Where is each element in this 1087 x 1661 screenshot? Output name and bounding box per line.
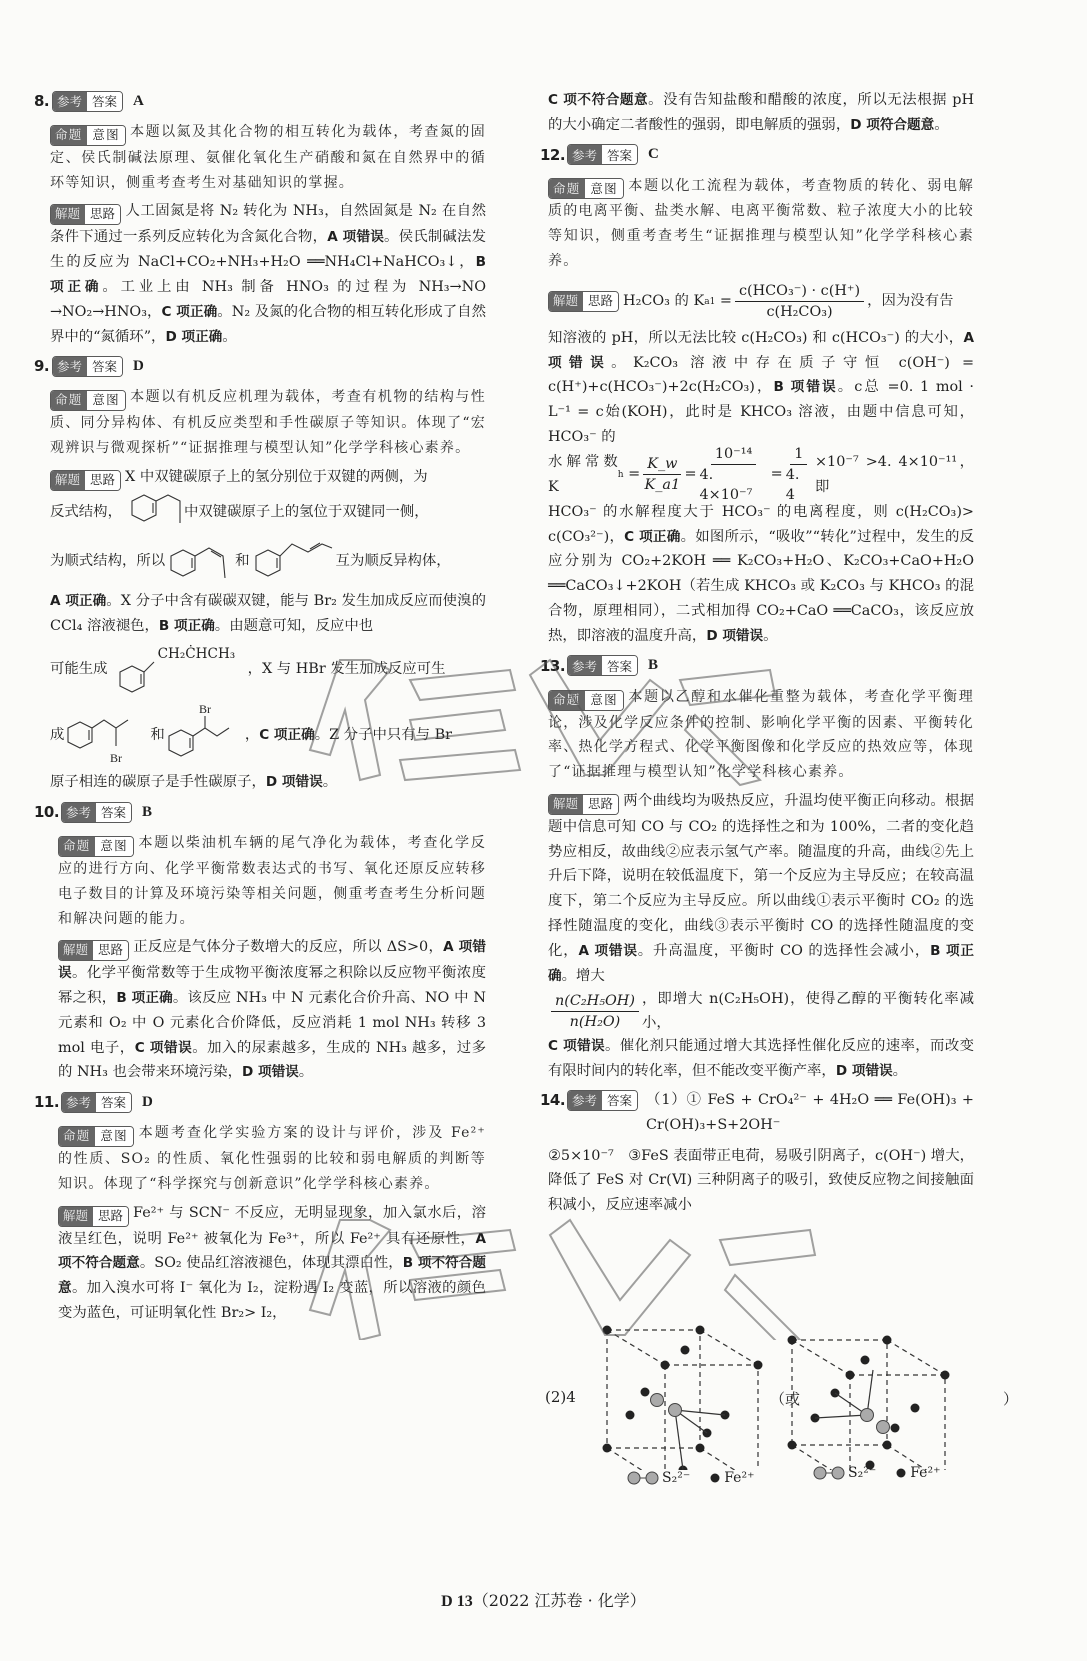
question-number: 14. — [540, 1090, 566, 1109]
1-bromo-product-structure-icon — [165, 702, 245, 768]
cis-isomer-structure-icon — [165, 540, 235, 584]
question-number: 13. — [540, 656, 566, 675]
intent-paragraph: 命题 意图 本题考查化学实验方案的设计与评价，涉及 Fe²⁺ 的性质、SO₂ 的性质、氧化性强弱的比较和弱电解质的判断等知识。体现了“科学探究与创新意识”化学学科核心素养。 — [58, 1125, 486, 1192]
fe-ion-legend-icon — [896, 1468, 906, 1478]
question-number: 12. — [540, 145, 566, 164]
ethanol-water-ratio-fraction: $\frac{\text{n(C₂H₅OH)}}{\text{n(H₂O)}}$ — [551, 991, 639, 1032]
left-column — [34, 88, 486, 1326]
page-footer — [0, 1588, 1087, 1611]
approach-paragraph-part1: 解题 思路 Fe²⁺ 与 SCN⁻ 不反应，无明显现象，加入氯水后，溶液呈红色，说明 Fe²⁺ 被氧化为 Fe³⁺，所以 Fe²⁺ 具有还原性，A 项不符合题意。SO₂ 使品红溶液褪色，体现其漂白性，B 项不符合题意。加入溴水可将 I⁻ 氧化为 I₂，淀粉遇 I₂ 变蓝，所以溶液的颜色变为蓝色，可证明氧化性 Br₂> I₂， — [58, 1204, 487, 1322]
svg-text:Br: Br — [198, 702, 211, 717]
approach-paragraph: 解题 思路 人工固氮是将 N₂ 转化为 NH₃，自然固氮是 N₂ 在自然条件下通过一系列反应转化为含氮化合物，A 项错误。侯氏制碱法发生的反应为 NaCl+CO₂+NH₃+H₂O ══NH₄Cl+NaHCO₃↓，B 项正确。工业上由 NH₃ 制备 HNO₃ 的过程为 NH₃→NO →NO₂→HNO₃，C 项正确。N₂ 及氮的化合物的相互转化形成了自然界中的“氮循环”，D 项正确。 — [50, 203, 487, 345]
trans-isomer-structure-icon — [250, 540, 336, 584]
s2-ion-legend-icon — [627, 1471, 659, 1485]
answer-tag: 参考 答案 — [567, 655, 638, 676]
intent-paragraph: 命题 意图 本题以化工流程为载体，考查物质的转化、弱电解质的电离平衡、盐类水解、电离平衡常数、粒子浓度大小的比较等知识，侧重考查考生“证据推理与模型认知”化学学科核心素养。 — [548, 177, 974, 270]
answer-tag: 参考 答案 — [567, 1090, 638, 1111]
approach-paragraph: 解题 思路 H₂CO₃ 的 K a1 = $\frac{\text{c(HCO₃⁻) · c(H⁺)}}{\text{c(H₂CO₃)}}$ ，因为没有告 知溶液的 pH，所以无法比较 c(H₂CO₃) 和 c(HCO₃⁻) 的大小，A 项错误。K₂CO₃ 溶液中存在质子守恒 c(OH⁻) = c(H⁺)+c(HCO₃⁻)+2c(H₂CO₃)，B 项错误。c总 =0. 1 mol · L⁻¹ = c始(KOH)，此时是 KHCO₃ 溶液，由题中信息可知，HCO₃⁻ 的 水解常数 K h = $\frac{K\_w}{K\_a1}$ = $\frac{\text{10⁻¹⁴}}{\text{4. 4×10⁻⁷}}$ = $\frac{1}{4. 4}$ ×10⁻⁷ >4. 4×10⁻¹¹，即 HCO₃⁻ 的水解程度大于 HCO₃⁻ 的电离程度，则 c(H₂CO₃)> c(CO₃²⁻)，C 项正确。如图所示，“吸收”“转化”过程中，发生的反应分别为 CO₂+2KOH ══ K₂CO₃+H₂O、K₂CO₃+CaO+H₂O ══CaCO₃↓+2KOH（若生成 KHCO₃ 或 K₂CO₃ 与 KHCO₃ 的混合物，原理相同），二式相加得 CO₂+CaO ══CaCO₃，该反应放热，即溶液的温度升高，D 项错误。 — [548, 283, 974, 644]
cis-styrene-structure-icon — [122, 493, 184, 533]
approach-paragraph: 解题 思路 X 中双键碳原子上的氢分别位于双键的两侧，为 反式结构， 中双键碳原子上的氢位于双键同一侧， 为顺式结构，所以 和 互为顺反异构体， A 项正确。X 分子中含有碳碳双键，能与 Br₂ 发生加成反应而使溴的 CCl₄ 溶液褪色，B 项正确。由题意可知，反应中也 可能生成 CH₂ĊHCH₃ ，X 与 HBr 发生加成反应可生 成 Br 和 Br ， C 项正确 。Z 分子中只有与 Br 原子相连的碳原子是手性碳原子，D 项错误。 — [50, 468, 486, 791]
answer-tag: 参考 答案 — [61, 1092, 132, 1113]
question-number: 8. — [34, 92, 50, 110]
answer-value: D — [133, 357, 144, 374]
question-14 — [540, 1088, 974, 1218]
answer-part-1: （1）① FeS + CrO₄²⁻ + 4H₂O ══ Fe(OH)₃ + Cr(OH)₃+S+2OH⁻ — [646, 1091, 974, 1133]
intent-paragraph: 命题 意图 本题以乙醇和水催化重整为载体，考查化学平衡理论，涉及化学反应条件的控制、影响化学平衡的因素、平衡转化率、热化学方程式、化学平衡图像和化学反应的热效应等，体现了“证据推理与模型认知”化学学科核心素养。 — [548, 688, 974, 781]
answer-tag: 参考 答案 — [567, 144, 638, 165]
fe-ion-legend-icon — [710, 1473, 720, 1483]
answer-value: D — [142, 1093, 153, 1110]
2-bromo-product-structure-icon — [64, 702, 150, 768]
question-number: 9. — [34, 357, 50, 376]
question-11 — [34, 1089, 486, 1326]
approach-tag: 解题 思路 — [50, 204, 121, 225]
legend-right: S₂²⁻ Fe²⁺ — [813, 1465, 940, 1481]
intent-paragraph: 命题 意图 本题以有机反应机理为载体，考查有机物的结构与性质、同分异构体、有机反应类型和手性碳原子等知识。体现了“宏观辨识与微观探析”“证据推理与模型认知”化学学科核心素养。 — [50, 389, 486, 457]
intent-paragraph: 命题 意图 本题以氮及其化合物的相互转化为载体，考查氮的固定、侯氏制碱法原理、氨催化氧化生产硝酸和氮在自然界中的循环等知识，侧重考查考生对基础知识的掌握。 — [50, 124, 486, 191]
answer-value: B — [142, 803, 153, 820]
question-12 — [540, 142, 974, 649]
right-column — [540, 88, 974, 1218]
fes2-crystal-diagram: (2)4 （或 ） S₂²⁻ Fe²⁺ S₂²⁻ Fe²⁺ — [595, 1320, 995, 1474]
answer-value: C — [648, 146, 659, 163]
ka1-fraction: $\frac{\text{c(HCO₃⁻) · c(H⁺)}}{\text{c(H₂CO₃)}}$ — [735, 281, 864, 322]
page-number: D 13 — [441, 1593, 473, 1610]
answer-value: B — [648, 657, 659, 674]
intent-paragraph: 命题 意图 本题以柴油机车辆的尾气净化为载体，考查化学反应的进行方向、化学平衡常数表达式的书写、氧化还原反应转移电子数目的计算及环境污染等相关问题，侧重考查考生分析问题和解决问题的能力。 — [58, 835, 486, 927]
answer-tag: 参考 答案 — [52, 91, 123, 112]
q11-approach-continued: C 项不符合题意。没有告知盐酸和醋酸的浓度，所以无法根据 pH 的大小确定二者酸性的强弱，即电解质的强弱，D 项符合题意。 — [548, 92, 974, 133]
answer-tag: 参考 答案 — [52, 356, 123, 377]
answer-part-1-continued: ②5×10⁻⁷ ③FeS 表面带正电荷，易吸引阴离子，c(OH⁻) 增大，降低了 FeS 对 Cr(Ⅵ) 三种阴离子的吸引，致使反应物之间接触面积减小，反应速率减小 — [548, 1147, 974, 1214]
s2-ion-legend-icon — [813, 1466, 845, 1480]
question-number: 10. — [34, 803, 60, 822]
answer-value: A — [133, 92, 144, 109]
intent-tag: 命题 意图 — [50, 125, 126, 146]
footer-info: （2022 江苏卷 · 化学） — [472, 1591, 646, 1610]
question-8 — [34, 88, 486, 349]
approach-paragraph: 解题 思路 正反应是气体分子数增大的反应，所以 ΔS>0，A 项错误。化学平衡常数等于生成物平衡浓度幂之积除以反应物平衡浓度幂之积，B 项正确。该反应 NH₃ 中 N 元素化合价升高、NO 中 N 元素和 O₂ 中 O 元素化合价降低，反应消耗 1 mol NH₃ 转移 3 mol 电子，C 项错误。加入的尿素越多，生成的 NH₃ 越多，过多的 NH₃ 也会带来环境污染，D 项错误。 — [58, 939, 486, 1081]
approach-paragraph: 解题 思路 两个曲线均为吸热反应，升温均使平衡正向移动。根据题中信息可知 CO 与 CO₂ 的选择性之和为 100%，二者的变化趋势应相反，故曲线②应表示氢气产率。随温度的升高，曲线②先上升后下降，说明在较低温度下，第一个反应为主导反应；在较高温度下，第二个反应为主导反应。所以曲线①表示平衡时 CO₂ 的选择性随温度的变化，曲线③表示平衡时 CO 的选择性随温度的变化，A 项错误。升高温度，平衡时 CO 的选择性会减小，B 项正确。增大 $\frac{\text{n(C₂H₅OH)}}{\text{n(H₂O)}}$ ，即增大 n(C₂H₅OH)，使得乙醇的平衡转化率减小， C 项错误。催化剂只能通过增大其选择性催化反应的速率，而改变有限时间内的转化率，但不能改变平衡产率，D 项错误。 — [548, 792, 974, 1080]
svg-text:Br: Br — [110, 751, 123, 766]
question-9 — [34, 353, 486, 795]
answer-tag: 参考 答案 — [61, 802, 132, 823]
question-13 — [540, 653, 974, 1084]
carbocation-benzene-icon — [116, 660, 156, 700]
legend-left: S₂²⁻ Fe²⁺ — [627, 1470, 754, 1486]
question-number: 11. — [34, 1093, 60, 1112]
question-10 — [34, 799, 486, 1085]
